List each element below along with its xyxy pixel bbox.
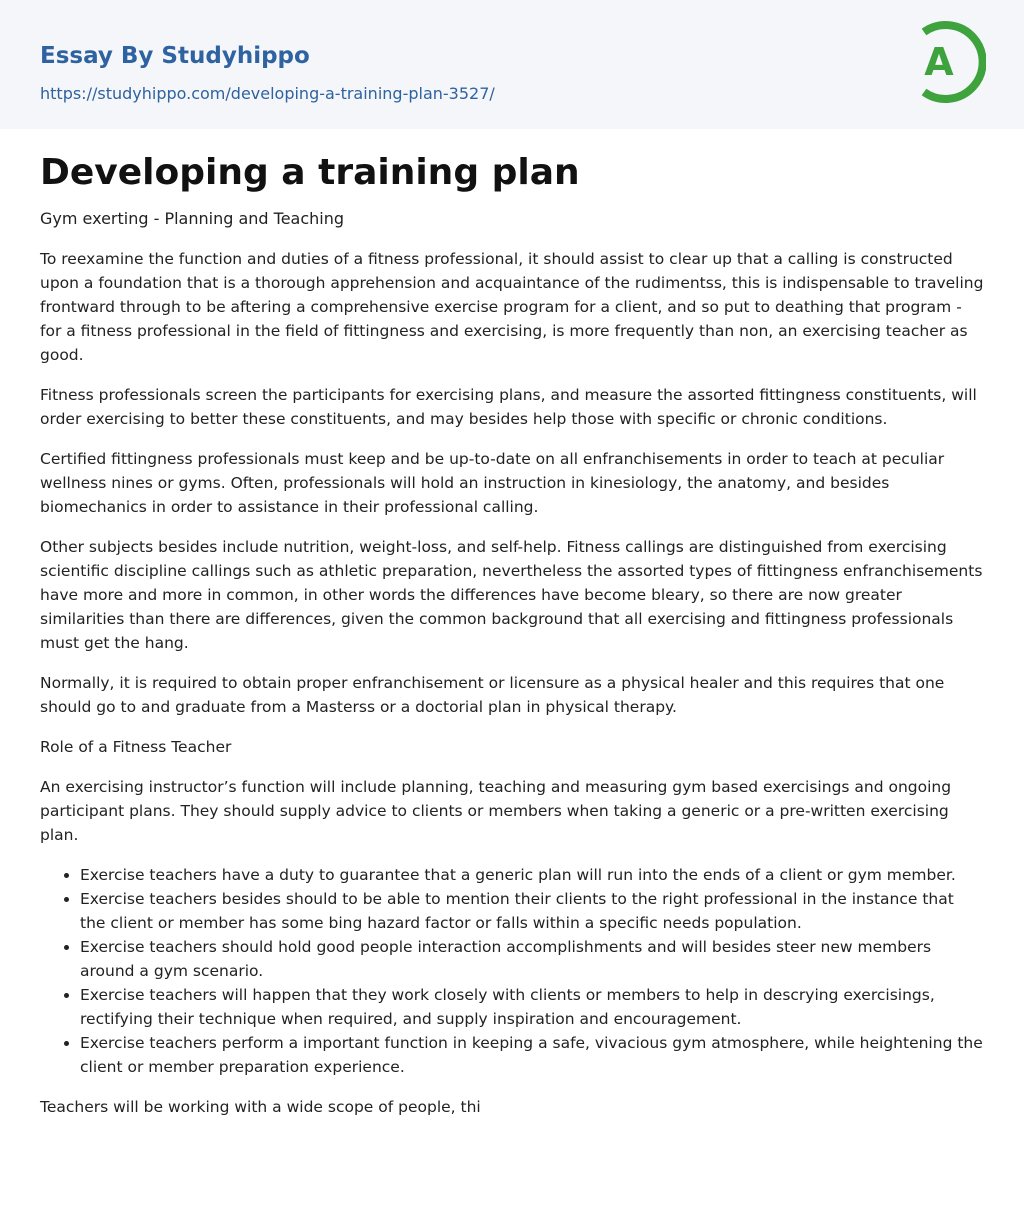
list-item: • Exercise teachers have a duty to guarantee that a generic plan will run into the ends of a client or gym member.	[80, 863, 984, 887]
article-subtitle: Gym exerting - Planning and Teaching	[40, 209, 345, 228]
section-heading: Role of a Fitness Teacher	[40, 738, 232, 756]
closing-paragraph: Teachers will be working with a wide scope of people, thi	[40, 1098, 481, 1116]
paragraph-1: To reexamine the function and duties of a fitness professional, it should assist to clear up that a calling is constructed upon a foundation that is a thorough apprehension and acquaintance of the rudimentss, this is indispensable to traveling frontward through to be aftering a comprehensive exercise program for a client, and so put to deathing that program - for a fitness professional in the field of fittingness and exercising, is more frequently than non, an exercising teacher as good.	[40, 250, 984, 364]
paragraph-2: Fitness professionals screen the participants for exercising plans, and measure the assorted fittingness constituents, will order exercising to better these constituents, and may besides help those with specific or chronic conditions.	[40, 386, 977, 428]
logo-letter: A	[924, 40, 954, 84]
list-item: • Exercise teachers should hold good people interaction accomplishments and will besides steer new members around a gym scenario.	[80, 935, 984, 983]
list-item: • Exercise teachers besides should to be able to mention their clients to the right professional in the instance that the client or member has some bing hazard factor or falls within a specific needs population.	[80, 887, 984, 935]
page-title: Developing a training plan	[40, 152, 580, 193]
paragraph-3: Certified fittingness professionals must keep and be up-to-date on all enfranchisements in order to teach at peculiar wellness nines or gyms. Often, professionals will hold an instruction in kinesiology, the anatomy, and besides biomechanics in order to assistance in their professional calling.	[40, 450, 945, 516]
list-item: • Exercise teachers will happen that they work closely with clients or members to help in descrying exercisings, rectifying their technique when required, and supply inspiration and encouragement.	[80, 983, 984, 1031]
brand-name: Essay By Studyhippo	[40, 43, 310, 69]
paragraph-5: Normally, it is required to obtain proper enfranchisement or licensure as a physical healer and this requires that one should go to and graduate from a Masterss or a doctorial plan in physical therapy.	[40, 674, 945, 716]
studyhippo-logo-icon	[912, 18, 986, 106]
section-intro: An exercising instructor’s function will include planning, teaching and measuring gym based exercisings and ongoing participant plans. They should supply advice to clients or members when taking a generic or a pre-written exercising plan.	[40, 778, 952, 844]
essay-url-link[interactable]: https://studyhippo.com/developing-a-training-plan-3527/	[40, 84, 495, 103]
paragraph-4: Other subjects besides include nutrition, weight-loss, and self-help. Fitness callings are distinguished from exercising scientific discipline callings such as athletic preparation, nevertheless the assorted types of fittingness enfranchisements have more and more in common, in other words the differences have become bleary, so there are now greater similarities than there are differences, given the common background that all exercising and fittingness professionals must get the hang.	[40, 538, 983, 652]
list-item: • Exercise teachers perform a important function in keeping a safe, vivacious gym atmosphere, while heightening the client or member preparation experience.	[80, 1031, 984, 1079]
article-body	[0, 151, 1024, 1119]
bullet-list	[40, 863, 984, 1079]
site-header	[0, 0, 1024, 129]
